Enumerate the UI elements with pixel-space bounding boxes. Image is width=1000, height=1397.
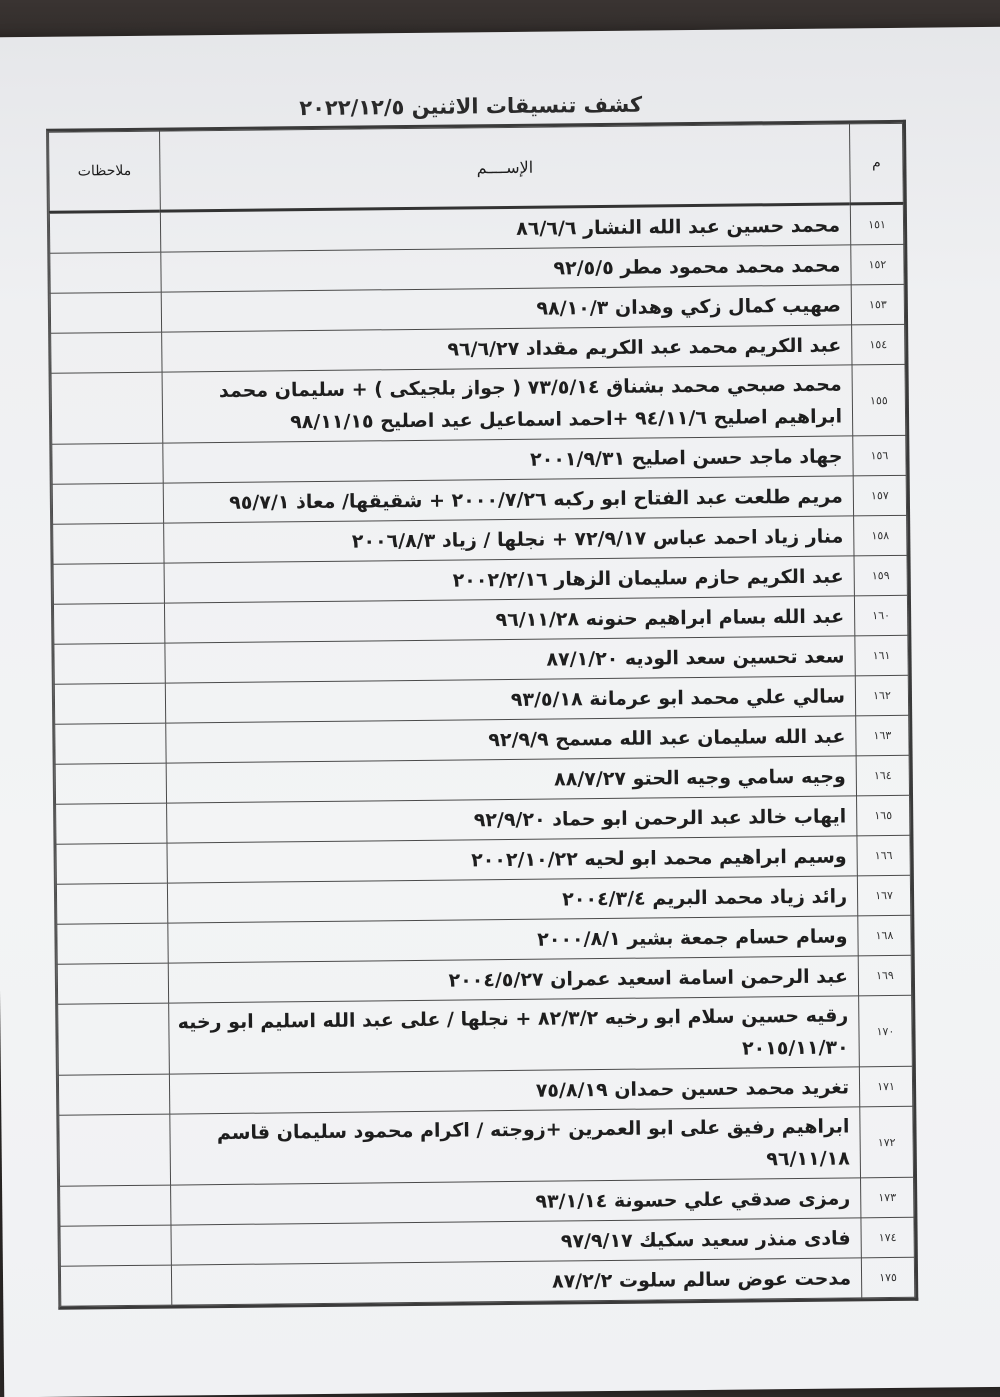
- row-number: ١٦٦: [857, 835, 910, 876]
- row-name-entry: منار زياد احمد عباس ٧٢/٩/١٧ + نجلها / زياد ٢٠٠٦/٨/٣: [164, 516, 854, 563]
- row-number: ١٥٨: [854, 515, 907, 556]
- row-notes-cell: [50, 292, 161, 333]
- row-notes-cell: [52, 483, 163, 524]
- row-number: ١٥٧: [853, 475, 906, 516]
- row-notes-cell: [57, 923, 168, 964]
- row-notes-cell: [53, 523, 164, 564]
- row-name-entry: محمد محمد محمود مطر ٩٢/٥/٥: [161, 245, 851, 292]
- row-number: ١٦٥: [857, 795, 910, 836]
- row-notes-cell: [53, 563, 164, 604]
- row-number: ١٦٠: [854, 595, 907, 636]
- row-number: ١٧٤: [861, 1217, 914, 1258]
- row-notes-cell: [56, 803, 167, 844]
- table-body: [49, 203, 914, 1306]
- row-number: ١٦١: [855, 635, 908, 676]
- row-notes-cell: [51, 372, 163, 444]
- row-number: ١٦٧: [857, 875, 910, 916]
- row-notes-cell: [49, 211, 160, 253]
- row-notes-cell: [58, 1003, 170, 1075]
- row-name-entry: مدحت عوض سالم سلوت ٨٧/٢/٢: [171, 1258, 861, 1305]
- row-notes-cell: [53, 603, 164, 644]
- row-notes-cell: [51, 332, 162, 373]
- row-number: ١٥٤: [852, 324, 905, 365]
- row-name-entry: محمد صبحي محمد بشناق ٧٣/٥/١٤ ( جواز بلجيكى ) + سليمان محمد ابراهيم اصليح ٩٤/١١/٦ +احمد اسماعيل عيد اصليح ٩٨/١١/١٥: [162, 365, 853, 443]
- row-name-entry: ابراهيم رفيق على ابو العمرين +زوجته / اكرام محمود سليمان قاسم ٩٦/١١/١٨: [170, 1107, 861, 1185]
- row-number: ١٥٢: [851, 244, 904, 285]
- row-name-entry: رمزى صدقي علي حسونة ٩٣/١/١٤: [171, 1178, 861, 1225]
- row-name-entry: رائد زياد محمد البريم ٢٠٠٤/٣/٤: [167, 876, 857, 923]
- row-name-entry: رقيه حسين سلام ابو رخيه ٨٢/٣/٢ + نجلها / على عبد الله اسليم ابو رخيه ٢٠١٥/١١/٣٠: [169, 996, 860, 1074]
- table-row: [60, 1257, 914, 1306]
- row-name-entry: وجيه سامي وجيه الحتو ٨٨/٧/٢٧: [166, 756, 856, 803]
- document-title: كشف تنسيقات الاثنين ٢٠٢٢/١٢/٥: [299, 92, 643, 121]
- row-number: ١٥٦: [853, 435, 906, 476]
- row-name-entry: محمد حسين عبد الله النشار ٨٦/٦/٦: [160, 204, 850, 252]
- row-number: ١٥٣: [851, 284, 904, 325]
- row-number: ١٧٢: [860, 1106, 914, 1178]
- row-number: ١٦٢: [855, 675, 908, 716]
- row-notes-cell: [55, 763, 166, 804]
- row-name-entry: سعد تحسين سعد الوديه ٨٧/١/٢٠: [165, 636, 855, 683]
- row-name-entry: صهيب كمال زكي وهدان ٩٨/١٠/٣: [161, 285, 851, 332]
- row-name-entry: وسيم ابراهيم محمد ابو لحيه ٢٠٠٢/١٠/٢٢: [167, 836, 857, 883]
- row-notes-cell: [56, 843, 167, 884]
- row-number: ١٦٩: [858, 955, 911, 996]
- row-notes-cell: [54, 643, 165, 684]
- table-row: [51, 364, 906, 444]
- table-row: [58, 995, 913, 1075]
- row-notes-cell: [54, 683, 165, 724]
- row-notes-cell: [60, 1265, 171, 1306]
- row-name-entry: تغريد محمد حسين حمدان ٧٥/٨/١٩: [169, 1067, 859, 1114]
- paper-sheet: [0, 27, 1000, 1397]
- row-notes-cell: [59, 1114, 171, 1186]
- row-name-entry: عبد الله سليمان عبد الله مسمح ٩٢/٩/٩: [166, 716, 856, 763]
- row-number: ١٧١: [859, 1066, 912, 1107]
- row-name-entry: وسام حسام جمعة بشير ٢٠٠٠/٨/١: [168, 916, 858, 963]
- header-name: الإســــم: [160, 124, 851, 211]
- names-table: [48, 123, 915, 1307]
- row-name-entry: جهاد ماجد حسن اصليح ٢٠٠١/٩/٣١: [163, 436, 853, 483]
- row-name-entry: فادى منذر سعيد سكيك ٩٧/٩/١٧: [171, 1218, 861, 1265]
- row-name-entry: عبد الله بسام ابراهيم حنونه ٩٦/١١/٢٨: [164, 596, 854, 643]
- row-number: ١٧٣: [861, 1177, 914, 1218]
- table-header-row: [49, 123, 904, 212]
- row-name-entry: مريم طلعت عبد الفتاح ابو ركبه ٢٠٠٠/٧/٢٦ + شقيقها/ معاذ ٩٥/٧/١: [163, 476, 853, 523]
- row-number: ١٧٥: [861, 1257, 914, 1298]
- row-notes-cell: [50, 252, 161, 293]
- row-name-entry: سالي علي محمد ابو عرمانة ٩٣/٥/١٨: [165, 676, 855, 723]
- header-number: م: [849, 123, 903, 204]
- row-name-entry: ايهاب خالد عبد الرحمن ابو حماد ٩٢/٩/٢٠: [167, 796, 857, 843]
- header-notes: ملاحظات: [49, 131, 161, 212]
- row-number: ١٥١: [850, 203, 903, 245]
- row-number: ١٥٩: [854, 555, 907, 596]
- row-number: ١٧٠: [859, 995, 913, 1067]
- row-number: ١٦٤: [856, 755, 909, 796]
- row-number: ١٦٨: [858, 915, 911, 956]
- row-notes-cell: [56, 883, 167, 924]
- row-notes-cell: [52, 443, 163, 484]
- row-number: ١٦٣: [856, 715, 909, 756]
- row-notes-cell: [58, 1074, 169, 1115]
- row-name-entry: عبد الرحمن اسامة اسعيد عمران ٢٠٠٤/٥/٢٧: [168, 956, 858, 1003]
- names-table-frame: [46, 120, 918, 1310]
- row-number: ١٥٥: [852, 364, 906, 436]
- row-notes-cell: [55, 723, 166, 764]
- row-name-entry: عبد الكريم محمد عبد الكريم مقداد ٩٦/٦/٢٧: [162, 325, 852, 372]
- row-notes-cell: [60, 1225, 171, 1266]
- row-notes-cell: [57, 963, 168, 1004]
- row-notes-cell: [60, 1185, 171, 1226]
- table-row: [59, 1106, 914, 1186]
- row-name-entry: عبد الكريم حازم سليمان الزهار ٢٠٠٢/٢/١٦: [164, 556, 854, 603]
